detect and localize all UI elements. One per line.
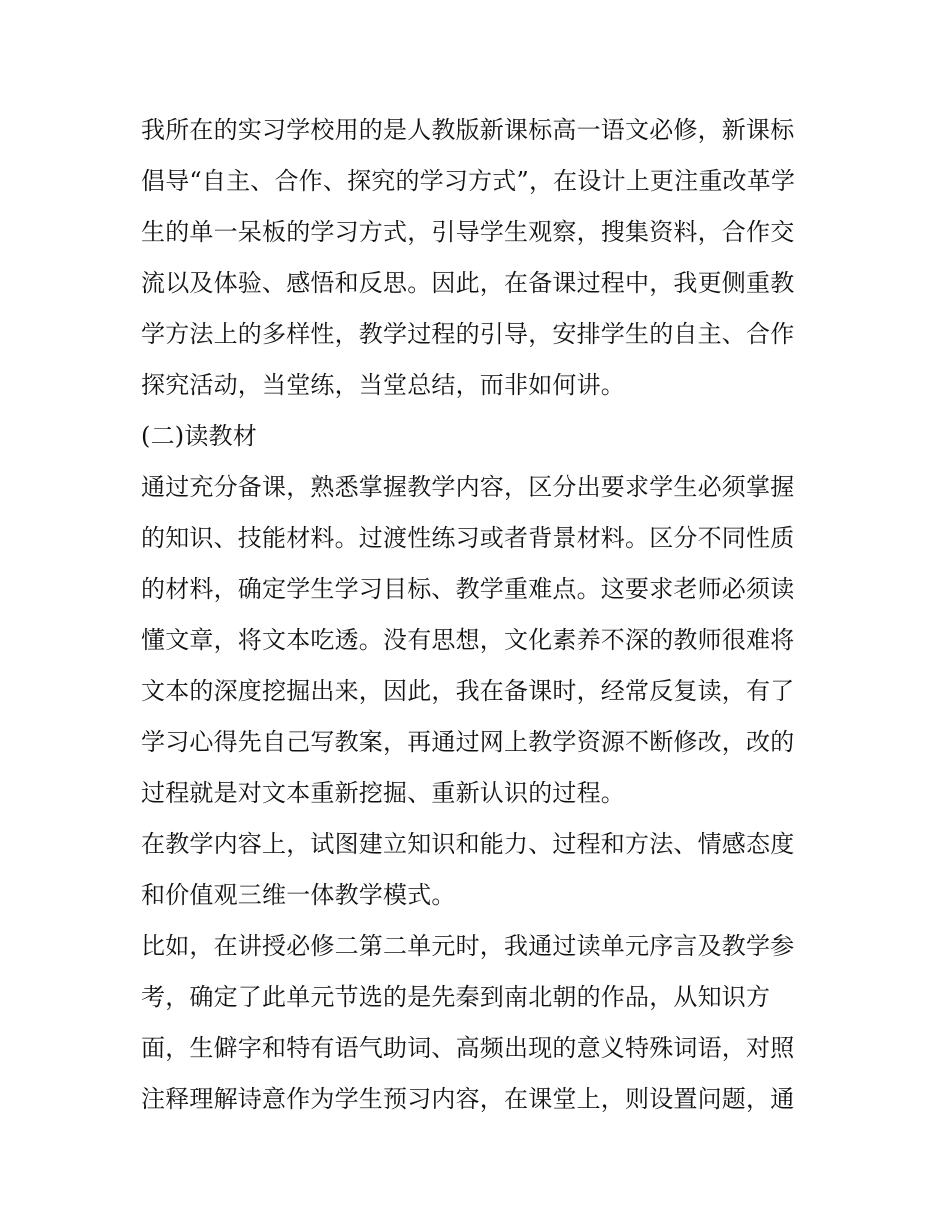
text-line: 文本的深度挖掘出来，因此，我在备课时，经常反复读，有了 [141, 677, 795, 705]
text-line: 生的单一呆板的学习方式，引导学生观察，搜集资料，合作交 [141, 218, 795, 246]
text-line: 面，生僻字和特有语气助词、高频出现的意义特殊词语，对照 [141, 1034, 795, 1062]
text-line: 探究活动，当堂练，当堂总结，而非如何讲。 [141, 371, 625, 399]
text-line: 倡导“自主、合作、探究的学习方式”，在设计上更注重改革学 [141, 167, 796, 195]
text-line: 在教学内容上，试图建立知识和能力、过程和方法、情感态度 [141, 830, 795, 858]
text-line: 过程就是对文本重新挖掘、重新认识的过程。 [141, 779, 625, 807]
section-heading: (二)读教材 [141, 422, 257, 450]
text-line: 学方法上的多样性，教学过程的引导，安排学生的自主、合作 [141, 320, 795, 348]
text-line: 通过充分备课，熟悉掌握教学内容，区分出要求学生必须掌握 [141, 473, 795, 501]
text-line: 我所在的实习学校用的是人教版新课标高一语文必修，新课标 [141, 116, 795, 144]
text-line: 懂文章，将文本吃透。没有思想，文化素养不深的教师很难将 [141, 626, 795, 654]
text-line: 流以及体验、感悟和反思。因此，在备课过程中，我更侧重教 [141, 269, 795, 297]
text-line: 注释理解诗意作为学生预习内容，在课堂上，则设置问题，通 [141, 1085, 795, 1113]
text-line: 学习心得先自己写教案，再通过网上教学资源不断修改，改的 [141, 728, 795, 756]
text-line: 的知识、技能材料。过渡性练习或者背景材料。区分不同性质 [141, 524, 795, 552]
text-line: 比如，在讲授必修二第二单元时，我通过读单元序言及教学参 [141, 932, 795, 960]
text-line: 的材料，确定学生学习目标、教学重难点。这要求老师必须读 [141, 575, 795, 603]
text-line: 考，确定了此单元节选的是先秦到南北朝的作品，从知识方 [141, 983, 771, 1011]
text-line: 和价值观三维一体教学模式。 [141, 881, 456, 909]
